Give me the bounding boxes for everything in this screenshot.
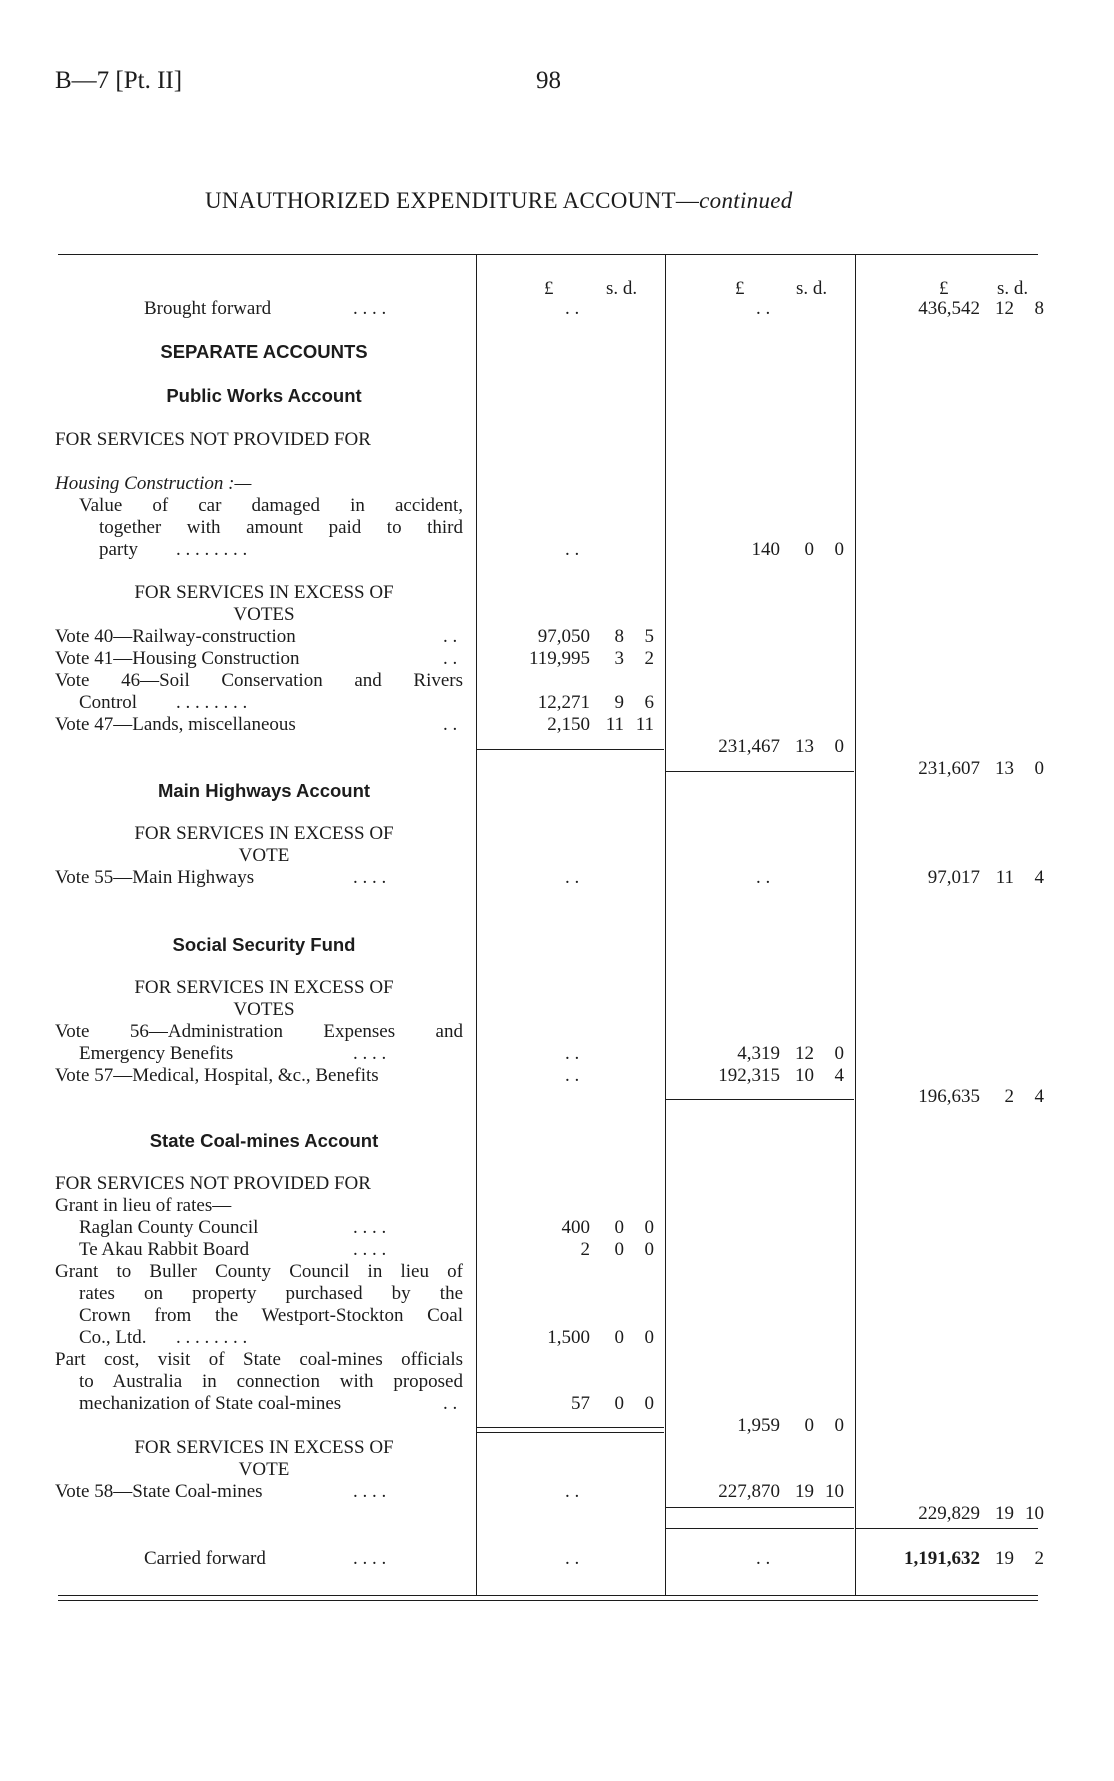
excess-heading-votes: VOTES	[233, 999, 295, 1020]
part-cost-line-1: Part cost, visit of State coal-mines officials	[55, 1349, 463, 1370]
public-works-heading: Public Works Account	[166, 385, 362, 406]
housing-line-1: Value of car damaged in accident,	[79, 495, 463, 516]
vote-57-pence: 4	[834, 1065, 844, 1086]
grant-rates-label: Grant in lieu of rates—	[55, 1195, 232, 1216]
vote-57-label: Vote 57—Medical, Hospital, &c., Benefits	[55, 1065, 379, 1086]
vote-46-label-cont: Control	[79, 692, 138, 713]
brought-forward-label: Brought forward	[144, 298, 272, 319]
housing-amount-pence: 0	[834, 539, 844, 560]
social-security-total-pounds: 196,635	[918, 1086, 980, 1107]
leader-dots: . .	[443, 626, 458, 647]
top-rule	[58, 254, 1038, 255]
vote-58-pounds: 227,870	[718, 1481, 780, 1502]
public-works-total-shillings: 13	[995, 758, 1014, 779]
housing-amount-pounds: 140	[751, 539, 780, 560]
buller-pence: 0	[644, 1327, 654, 1348]
raglan-label: Raglan County Council	[79, 1217, 259, 1238]
excess-heading: FOR SERVICES IN EXCESS OF	[134, 823, 394, 844]
title-continued: continued	[699, 188, 793, 213]
raglan-pounds: 400	[561, 1217, 590, 1238]
vote-41-pounds: 119,995	[528, 648, 590, 669]
col2-pound-header: £	[735, 278, 745, 299]
leader-dots: . . . .	[353, 1548, 387, 1569]
document-reference: B—7 [Pt. II]	[55, 67, 183, 94]
column-divider-1	[476, 254, 477, 1595]
brought-forward-pounds: 436,542	[918, 298, 980, 319]
col1-dots: . .	[565, 298, 580, 319]
leader-dots: . .	[443, 714, 458, 735]
public-works-subtotal-pence: 0	[834, 736, 844, 757]
vote-40-shillings: 8	[614, 626, 624, 647]
col1-dots: . .	[565, 1065, 580, 1086]
buller-line-4: Co., Ltd.	[79, 1327, 147, 1348]
public-works-subtotal-shillings: 13	[795, 736, 814, 757]
col1-subtotal-rule	[477, 749, 664, 750]
te-akau-label: Te Akau Rabbit Board	[79, 1239, 250, 1260]
vote-56-shillings: 12	[795, 1043, 814, 1064]
col2-dots: . .	[756, 867, 771, 888]
raglan-pence: 0	[644, 1217, 654, 1238]
vote-40-label: Vote 40—Railway-construction	[55, 626, 296, 647]
public-works-total-pounds: 231,607	[918, 758, 980, 779]
leader-dots: . . . .	[353, 1043, 387, 1064]
vote-41-pence: 2	[644, 648, 654, 669]
separate-accounts-heading: SEPARATE ACCOUNTS	[160, 341, 368, 362]
te-akau-pence: 0	[644, 1239, 654, 1260]
vote-40-pence: 5	[644, 626, 654, 647]
col2-dots: . .	[756, 1548, 771, 1569]
col2-subtotal-rule	[666, 771, 854, 772]
col1-subtotal-rule	[477, 1427, 664, 1428]
buller-shillings: 0	[614, 1327, 624, 1348]
vote-58-pence: 10	[825, 1481, 844, 1502]
col2-subtotal-rule	[666, 1507, 854, 1508]
leader-dots: . . . .	[353, 298, 387, 319]
col3-pound-header: £	[939, 278, 949, 299]
vote-41-label: Vote 41—Housing Construction	[55, 648, 300, 669]
vote-57-pounds: 192,315	[718, 1065, 780, 1086]
vote-56-pence: 0	[834, 1043, 844, 1064]
vote-40-pounds: 97,050	[537, 626, 590, 647]
leader-dots: . . . .	[353, 1481, 387, 1502]
carried-forward-pounds: 1,191,632	[904, 1548, 980, 1569]
social-security-heading: Social Security Fund	[172, 934, 356, 955]
col1-dots: . .	[565, 539, 580, 560]
excess-heading: FOR SERVICES IN EXCESS OF	[134, 1437, 394, 1458]
buller-line-1: Grant to Buller County Council in lieu of	[55, 1261, 463, 1282]
vote-46-pounds: 12,271	[537, 692, 590, 713]
te-akau-pounds: 2	[580, 1239, 590, 1260]
col1-dots: . .	[565, 1481, 580, 1502]
buller-line-3: Crown from the Westport-Stockton Coal	[79, 1305, 463, 1326]
col1-dots: . .	[565, 1043, 580, 1064]
vote-58-shillings: 19	[795, 1481, 814, 1502]
part-cost-shillings: 0	[614, 1393, 624, 1414]
vote-41-shillings: 3	[614, 648, 624, 669]
vote-46-label: Vote 46—Soil Conservation and Rivers	[55, 670, 463, 691]
col1-pound-header: £	[544, 278, 554, 299]
leader-dots: . . . .	[353, 1217, 387, 1238]
vote-55-pounds: 97,017	[927, 867, 980, 888]
vote-46-shillings: 9	[614, 692, 624, 713]
housing-construction-title: Housing Construction :—	[55, 473, 252, 494]
public-works-subtotal-pounds: 231,467	[718, 736, 780, 757]
public-works-total-pence: 0	[1034, 758, 1044, 779]
coal-mines-subtotal-pounds: 1,959	[737, 1415, 780, 1436]
col3-sd-header: s. d.	[997, 278, 1029, 299]
vote-47-shillings: 11	[605, 714, 624, 735]
excess-heading: FOR SERVICES IN EXCESS OF	[134, 582, 394, 603]
social-security-total-shillings: 2	[1004, 1086, 1014, 1107]
vote-56-pounds: 4,319	[737, 1043, 780, 1064]
leader-dots: . . . . . . . .	[176, 539, 248, 560]
col2-sd-header: s. d.	[796, 278, 828, 299]
carried-forward-label: Carried forward	[144, 1548, 266, 1569]
leader-dots: . . . . . . . .	[176, 692, 248, 713]
coal-mines-heading: State Coal-mines Account	[149, 1130, 379, 1151]
vote-46-pence: 6	[644, 692, 654, 713]
not-provided-heading: FOR SERVICES NOT PROVIDED FOR	[55, 429, 371, 450]
excess-heading-vote: VOTE	[238, 845, 290, 866]
vote-55-label: Vote 55—Main Highways	[55, 867, 255, 888]
vote-56-label-cont: Emergency Benefits	[79, 1043, 234, 1064]
leader-dots: . . . .	[353, 1239, 387, 1260]
coal-mines-total-pounds: 229,829	[918, 1503, 980, 1524]
brought-forward-pence: 8	[1034, 298, 1044, 319]
page-title	[205, 190, 793, 212]
leader-dots: . . . .	[353, 867, 387, 888]
excess-heading: FOR SERVICES IN EXCESS OF	[134, 977, 394, 998]
vote-47-label: Vote 47—Lands, miscellaneous	[55, 714, 296, 735]
part-cost-line-3: mechanization of State coal-mines	[79, 1393, 342, 1414]
buller-pounds: 1,500	[547, 1327, 590, 1348]
vote-47-pounds: 2,150	[547, 714, 590, 735]
carried-forward-pence: 2	[1034, 1548, 1044, 1569]
part-cost-line-2: to Australia in connection with proposed	[79, 1371, 463, 1392]
coal-mines-total-shillings: 19	[995, 1503, 1014, 1524]
buller-line-2: rates on property purchased by the	[79, 1283, 463, 1304]
col3-final-rule	[856, 1528, 1038, 1529]
carried-forward-shillings: 19	[995, 1548, 1014, 1569]
raglan-shillings: 0	[614, 1217, 624, 1238]
social-security-total-pence: 4	[1034, 1086, 1044, 1107]
column-divider-2	[665, 254, 666, 1595]
part-cost-pounds: 57	[571, 1393, 590, 1414]
title-main: UNAUTHORIZED EXPENDITURE ACCOUNT—	[205, 188, 700, 213]
te-akau-shillings: 0	[614, 1239, 624, 1260]
coal-mines-subtotal-shillings: 0	[804, 1415, 814, 1436]
leader-dots: . .	[443, 1393, 458, 1414]
col1-dots: . .	[565, 1548, 580, 1569]
vote-56-label: Vote 56—Administration Expenses and	[55, 1021, 463, 1042]
housing-line-3: party	[99, 539, 139, 560]
coal-mines-subtotal-pence: 0	[834, 1415, 844, 1436]
excess-heading-votes: VOTES	[233, 604, 295, 625]
brought-forward-shillings: 12	[995, 298, 1014, 319]
vote-55-pence: 4	[1034, 867, 1044, 888]
vote-58-label: Vote 58—State Coal-mines	[55, 1481, 263, 1502]
coal-mines-total-pence: 10	[1025, 1503, 1044, 1524]
vote-55-shillings: 11	[995, 867, 1014, 888]
col1-sd-header: s. d.	[606, 278, 638, 299]
vote-57-shillings: 10	[795, 1065, 814, 1086]
vote-47-pence: 11	[635, 714, 654, 735]
housing-amount-shillings: 0	[804, 539, 814, 560]
main-highways-heading: Main Highways Account	[157, 780, 371, 801]
bottom-rule-1	[58, 1595, 1038, 1596]
excess-heading-vote: VOTE	[238, 1459, 290, 1480]
housing-line-2: together with amount paid to third	[99, 517, 463, 538]
part-cost-pence: 0	[644, 1393, 654, 1414]
leader-dots: . .	[443, 648, 458, 669]
leader-dots: . . . . . . . .	[176, 1327, 248, 1348]
col1-subtotal-rule-double	[477, 1432, 664, 1433]
column-divider-3	[855, 254, 856, 1595]
col2-final-rule	[666, 1528, 854, 1529]
bottom-rule-2	[58, 1600, 1038, 1601]
page-number: 98	[536, 67, 561, 94]
not-provided-heading: FOR SERVICES NOT PROVIDED FOR	[55, 1173, 371, 1194]
col2-subtotal-rule	[666, 1099, 854, 1100]
col2-dots: . .	[756, 298, 771, 319]
col1-dots: . .	[565, 867, 580, 888]
